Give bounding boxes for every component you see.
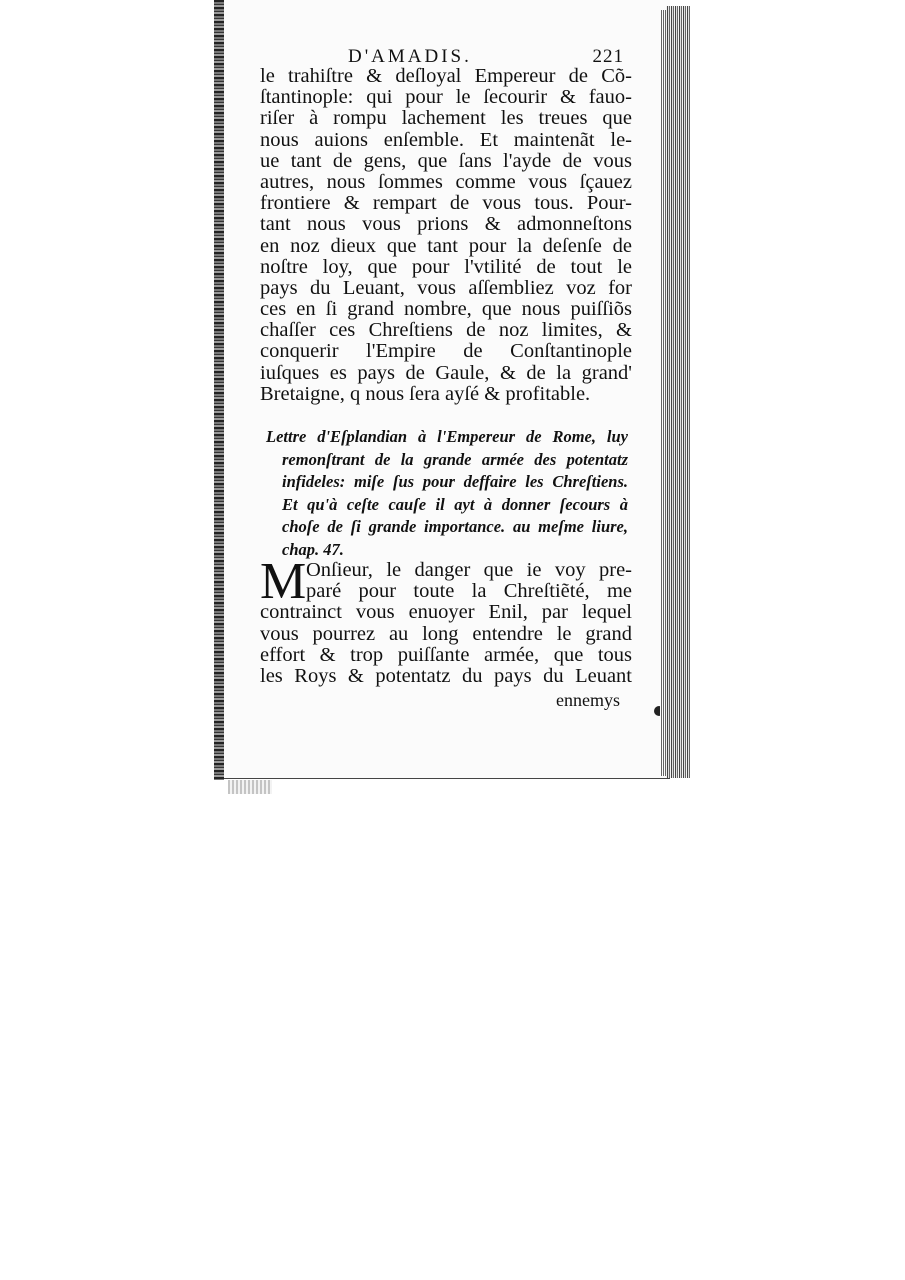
text-line: ces en ſi grand nombre, que nous puiſſiõs — [260, 298, 632, 321]
text-line: noſtre loy, que pour l'vtilité de tout le — [260, 255, 632, 278]
text-line: nous auions enſemble. Et maintenãt le- — [260, 128, 632, 151]
running-title: D'AMADIS. — [348, 46, 472, 67]
summary-line: Et qu'à ceſte cauſe il ayt à donner ſecours à — [282, 494, 628, 514]
letter-body — [260, 553, 632, 687]
text-line: paré pour toute la Chreſtiẽté, me — [306, 580, 632, 603]
text-line: les Roys & potentatz du pays du Leuant — [260, 664, 632, 687]
page-number: 221 — [592, 46, 624, 67]
text-line: effort & trop puiſſante armée, que tous — [260, 643, 632, 666]
text-line: vous pourrez au long entendre le grand — [260, 622, 632, 645]
text-line: Onſieur, le danger que ie voy pre- — [306, 559, 632, 581]
text-line: tant nous vous prions & admonneſtons — [260, 213, 632, 236]
summary-line: choſe de ſi grande importance. au meſme liure, — [282, 517, 628, 537]
drop-capital: M — [260, 553, 307, 610]
summary-line: infideles: miſe ſus pour deffaire les Chreſtiens. — [282, 472, 628, 492]
page-stack-edge — [666, 6, 690, 778]
scanned-page — [214, 0, 690, 800]
catchword: ennemys — [556, 690, 620, 710]
text-line: conquerir l'Empire de Conſtantinople — [260, 340, 632, 363]
text-line: en noz dieux que tant pour la deſenſe de — [260, 234, 632, 257]
text-line: pays du Leuant, vous aſſembliez voz for — [260, 276, 632, 299]
text-line: le trahiſtre & deſloyal Empereur de Cõ- — [260, 65, 632, 87]
book-gutter-edge — [214, 0, 224, 780]
text-line: autres, nous ſommes comme vous ſçauez — [260, 170, 632, 193]
text-line: ſtantinople: qui pour le ſecourir & fauo- — [260, 86, 632, 109]
chapter-summary — [266, 426, 628, 562]
text-line: contrainct vous enuoyer Enil, par lequel — [260, 601, 632, 624]
text-line: frontiere & rempart de vous tous. Pour- — [260, 192, 632, 215]
summary-line: Lettre d'Eſplandian à l'Empereur de Rome, luy — [266, 427, 628, 446]
text-line: Bretaigne, q nous ſera ayſé & profitable. — [260, 382, 591, 405]
page-sheet — [224, 0, 670, 779]
scan-smudge — [228, 780, 272, 794]
text-line: riſer à rompu lachement les treues que — [260, 107, 632, 130]
text-line: ue tant de gens, que ſans l'ayde de vous — [260, 149, 632, 172]
summary-line: chap. 47. — [282, 539, 344, 559]
text-line: iuſques es pays de Gaule, & de la grand' — [260, 361, 632, 384]
text-line: chaſſer ces Chreſtiens de noz limites, & — [260, 319, 632, 342]
summary-line: remonſtrant de la grande armée des potentatz — [282, 449, 628, 469]
paragraph — [260, 66, 632, 405]
